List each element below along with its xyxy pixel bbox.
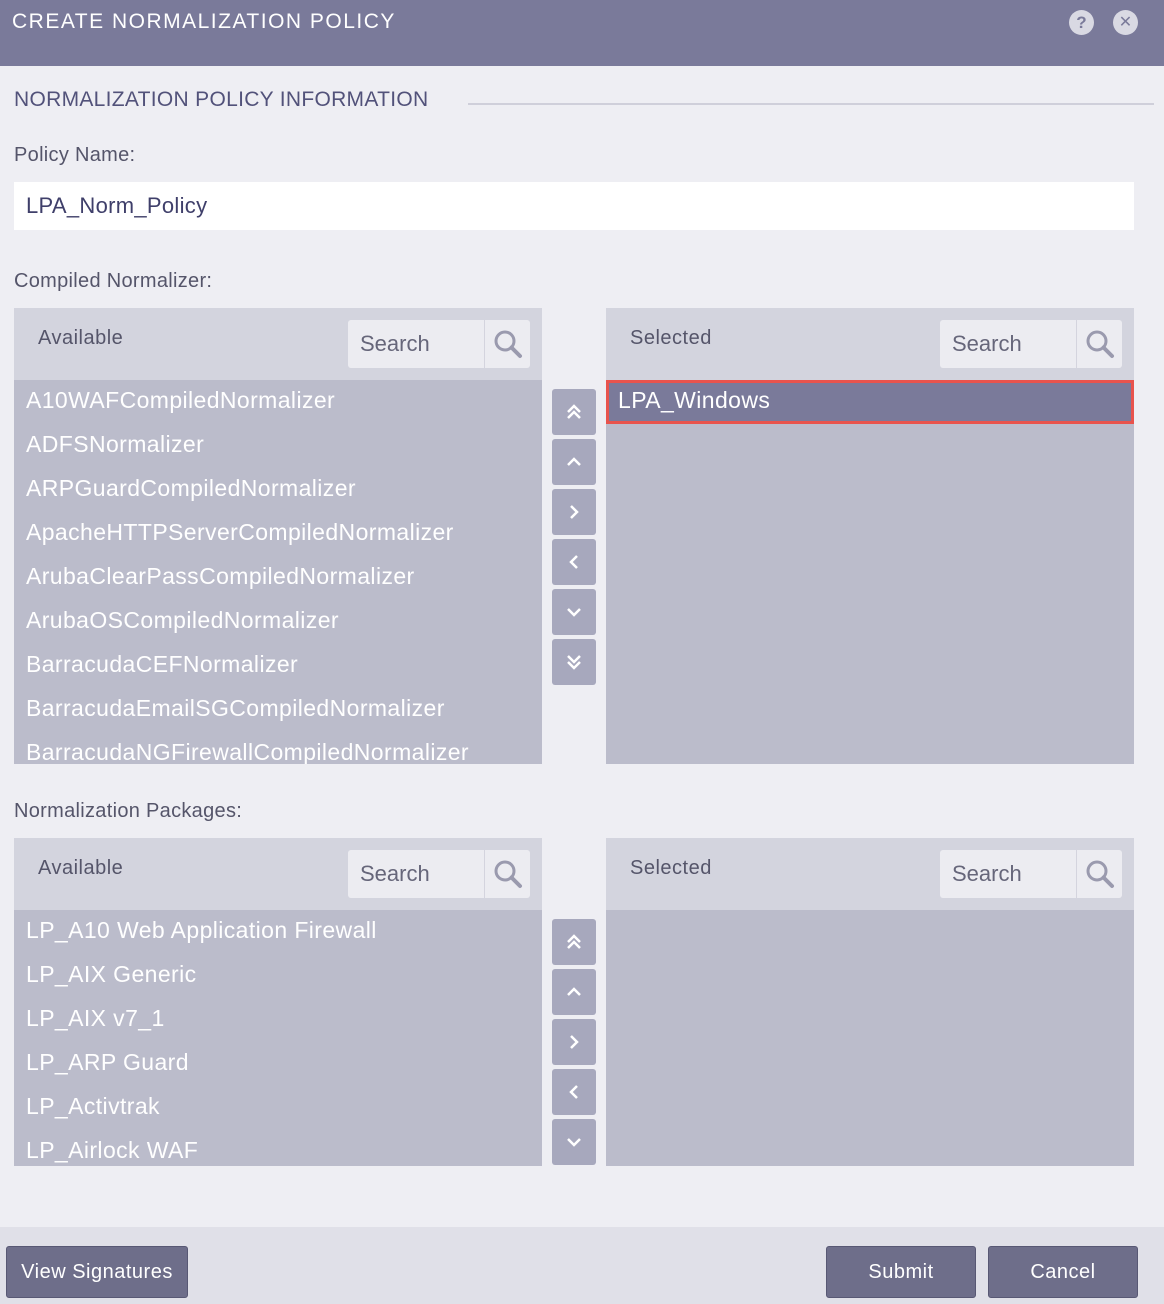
search-input[interactable] xyxy=(348,850,484,898)
search-input[interactable] xyxy=(940,320,1076,368)
list-item-selected[interactable]: LPA_Windows xyxy=(606,380,1134,424)
search-box xyxy=(348,320,530,368)
move-all-up-button[interactable] xyxy=(552,919,596,965)
submit-button[interactable]: Submit xyxy=(826,1246,976,1298)
list-item[interactable]: LP_Activtrak xyxy=(26,1093,160,1119)
list-item[interactable]: ARPGuardCompiledNormalizer xyxy=(26,475,356,501)
panel-header xyxy=(14,838,542,910)
packages-available-panel xyxy=(14,838,542,1166)
dialog-title-bar xyxy=(0,0,1164,66)
search-box xyxy=(940,320,1122,368)
list-item[interactable]: ArubaClearPassCompiledNormalizer xyxy=(26,563,415,589)
selected-header: Selected xyxy=(630,857,712,879)
search-box xyxy=(348,850,530,898)
chevron-down-icon xyxy=(564,1132,584,1152)
compiled-normalizer-label: Compiled Normalizer: xyxy=(14,270,213,292)
search-input[interactable] xyxy=(940,850,1076,898)
compiled-normalizer-available-panel xyxy=(14,308,542,764)
chevron-right-icon xyxy=(564,502,584,522)
panel-header xyxy=(14,308,542,380)
section-divider xyxy=(468,103,1154,105)
normalization-packages-label: Normalization Packages: xyxy=(14,800,243,822)
available-list xyxy=(14,380,542,764)
list-item[interactable]: LP_ARP Guard xyxy=(26,1049,189,1075)
double-chevron-up-icon xyxy=(564,402,584,422)
list-item[interactable]: ApacheHTTPServerCompiledNormalizer xyxy=(26,519,454,545)
list-item[interactable]: LP_AIX v7_1 xyxy=(26,1005,165,1031)
selected-list xyxy=(606,380,1134,424)
panel-header xyxy=(606,308,1134,380)
list-item[interactable]: ADFSNormalizer xyxy=(26,431,205,457)
move-all-up-button[interactable] xyxy=(552,389,596,435)
compiled-normalizer-selected-panel xyxy=(606,308,1134,764)
selected-header: Selected xyxy=(630,327,712,349)
available-header: Available xyxy=(38,857,124,879)
panel-header xyxy=(606,838,1134,910)
list-item[interactable]: LP_AIX Generic xyxy=(26,961,197,987)
chevron-up-icon xyxy=(564,452,584,472)
add-to-selected-button[interactable] xyxy=(552,1019,596,1065)
available-list xyxy=(14,910,542,1166)
chevron-up-icon xyxy=(564,982,584,1002)
help-icon[interactable]: ? xyxy=(1069,10,1094,35)
double-chevron-up-icon xyxy=(564,932,584,952)
close-icon[interactable]: ✕ xyxy=(1113,10,1138,35)
chevron-down-icon xyxy=(564,602,584,622)
move-down-button[interactable] xyxy=(552,589,596,635)
list-item[interactable]: BarracudaEmailSGCompiledNormalizer xyxy=(26,695,445,721)
list-item[interactable]: A10WAFCompiledNormalizer xyxy=(26,387,336,413)
double-chevron-down-icon xyxy=(564,652,584,672)
list-item[interactable]: LP_A10 Web Application Firewall xyxy=(26,917,377,943)
packages-selected-panel xyxy=(606,838,1134,1166)
chevron-left-icon xyxy=(564,552,584,572)
list-item[interactable]: BarracudaCEFNormalizer xyxy=(26,651,299,677)
move-up-button[interactable] xyxy=(552,439,596,485)
search-icon[interactable] xyxy=(1076,320,1122,368)
available-header: Available xyxy=(38,327,124,349)
policy-name-label: Policy Name: xyxy=(14,144,136,166)
search-input[interactable] xyxy=(348,320,484,368)
add-to-selected-button[interactable] xyxy=(552,489,596,535)
cancel-button[interactable]: Cancel xyxy=(988,1246,1138,1298)
search-icon[interactable] xyxy=(1076,850,1122,898)
dialog-footer xyxy=(0,1227,1164,1304)
list-item[interactable]: ArubaOSCompiledNormalizer xyxy=(26,607,339,633)
move-up-button[interactable] xyxy=(552,969,596,1015)
search-box xyxy=(940,850,1122,898)
search-icon[interactable] xyxy=(484,850,530,898)
remove-from-selected-button[interactable] xyxy=(552,539,596,585)
search-icon[interactable] xyxy=(484,320,530,368)
dialog-title: CREATE NORMALIZATION POLICY xyxy=(12,10,396,33)
move-down-button[interactable] xyxy=(552,1119,596,1165)
section-title: NORMALIZATION POLICY INFORMATION xyxy=(14,88,429,111)
chevron-right-icon xyxy=(564,1032,584,1052)
list-item[interactable]: LP_Airlock WAF xyxy=(26,1137,199,1163)
chevron-left-icon xyxy=(564,1082,584,1102)
remove-from-selected-button[interactable] xyxy=(552,1069,596,1115)
policy-name-input[interactable] xyxy=(14,182,1134,230)
list-item[interactable]: BarracudaNGFirewallCompiledNormalizer xyxy=(26,739,469,764)
view-signatures-button[interactable]: View Signatures xyxy=(6,1246,188,1298)
move-all-down-button[interactable] xyxy=(552,639,596,685)
